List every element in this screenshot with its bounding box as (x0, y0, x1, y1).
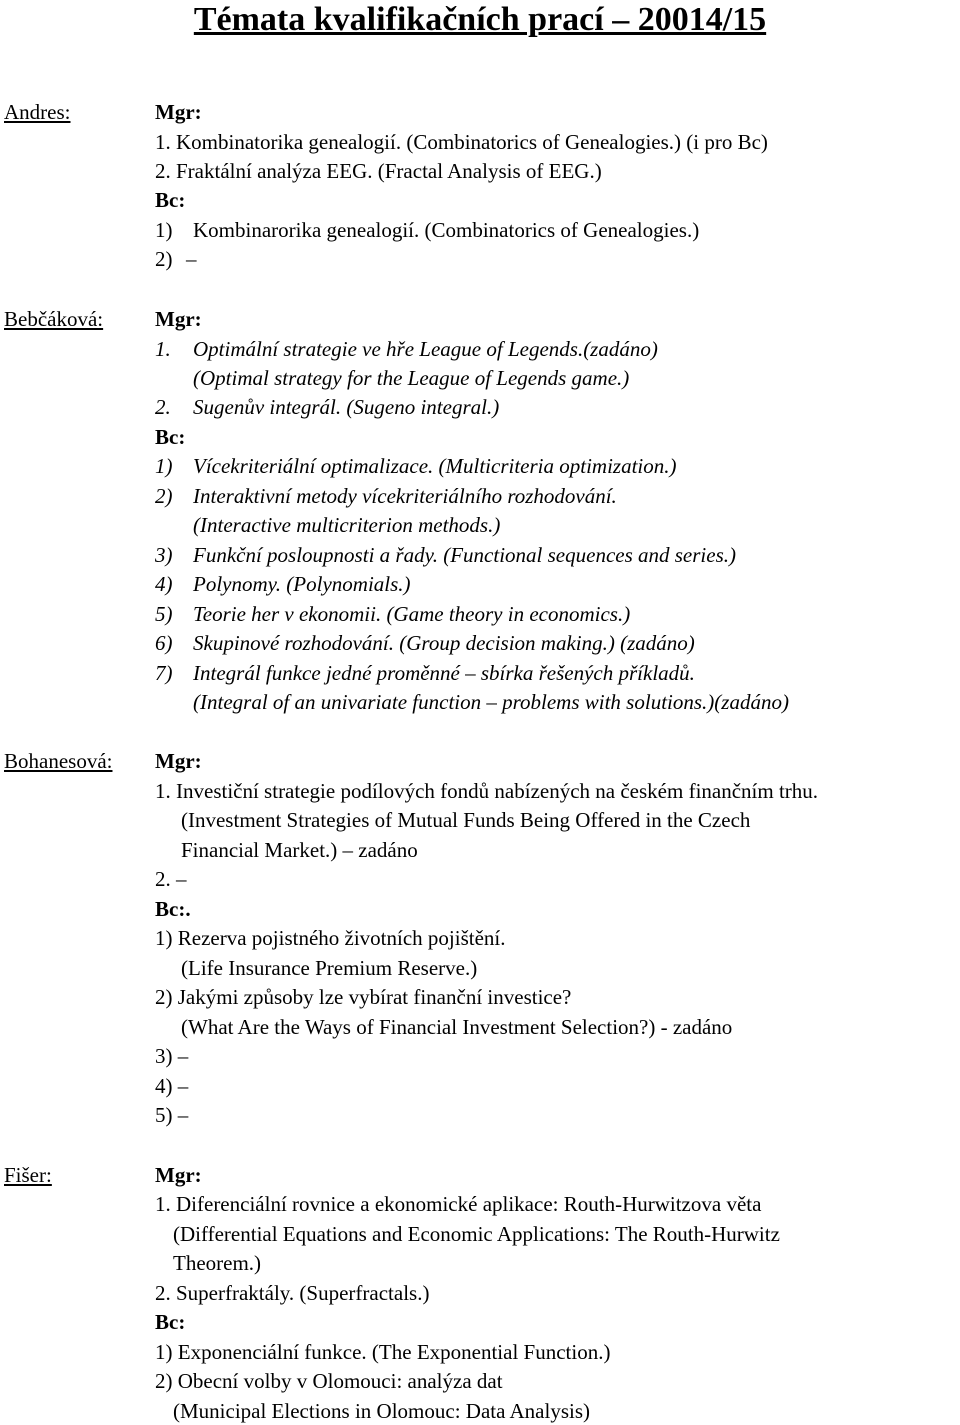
topic-line: Kombinarorika genealogií. (Combinatorics of Genealogies.) (193, 218, 700, 242)
level-heading-bc: Bc: (155, 425, 186, 449)
topic-line: 1) Exponenciální funkce. (The Exponential Function.) (155, 1340, 611, 1364)
topic-line-english: (What Are the Ways of Financial Investment Selection?) - zadáno (181, 1015, 733, 1039)
supervisor-name-bohanesova: Bohanesová: (4, 749, 113, 773)
topic-line: Polynomy. (Polynomials.) (193, 572, 411, 596)
topic-line: Skupinové rozhodování. (Group decision making.) (zadáno) (193, 631, 695, 655)
topic-number: 5) (155, 602, 173, 626)
level-heading-mgr: Mgr: (155, 307, 202, 331)
supervisor-name-fiser: Fišer: (4, 1163, 52, 1187)
topic-line: 2. Superfraktály. (Superfractals.) (155, 1281, 430, 1305)
topic-number: 4) (155, 572, 173, 596)
topic-number: 1) (155, 218, 173, 242)
topic-number: 6) (155, 631, 173, 655)
topic-line: 1. Kombinatorika genealogií. (Combinatorics of Genealogies.) (i pro Bc) (155, 130, 768, 154)
topic-line-english: Financial Market.) – zadáno (181, 838, 418, 862)
topic-line: Teorie her v ekonomii. (Game theory in economics.) (193, 602, 631, 626)
topic-line: 2) Obecní volby v Olomouci: analýza dat (155, 1369, 503, 1393)
topic-line-english: (Investment Strategies of Mutual Funds Being Offered in the Czech (181, 808, 751, 832)
topic-number: 3) (155, 543, 173, 567)
topic-line: 3) – (155, 1044, 189, 1068)
topic-line: 1) Rezerva pojistného životních pojištění. (155, 926, 506, 950)
topic-line: 2) Jakými způsoby lze vybírat finanční investice? (155, 985, 572, 1009)
topic-line: 1. Investiční strategie podílových fondů nabízených na českém finančním trhu. (155, 779, 819, 803)
topic-line-english: (Integral of an univariate function – problems with solutions.)(zadáno) (193, 690, 789, 714)
page-title: Témata kvalifikačních prací – 20014/15 (193, 1, 767, 38)
level-heading-bc: Bc: (155, 188, 186, 212)
topic-line: 4) – (155, 1074, 189, 1098)
topic-number: 1. (155, 337, 171, 361)
topic-line: Funkční posloupnosti a řady. (Functional sequences and series.) (193, 543, 736, 567)
level-heading-mgr: Mgr: (155, 749, 202, 773)
supervisor-name-bebcakova: Bebčáková: (4, 307, 104, 331)
topic-line-english: Theorem.) (173, 1251, 262, 1275)
topic-line-english: (Municipal Elections in Olomouc: Data Analysis) (173, 1399, 591, 1423)
topic-number: 7) (155, 661, 173, 685)
topic-line: 5) – (155, 1103, 189, 1127)
topic-line-english: (Optimal strategy for the League of Legends game.) (193, 366, 630, 390)
topic-line: Sugenův integrál. (Sugeno integral.) (193, 395, 500, 419)
supervisor-name-andres: Andres: (4, 100, 71, 124)
topic-line: Interaktivní metody vícekriteriálního rozhodování. (193, 484, 617, 508)
level-heading-bc: Bc: (155, 1310, 186, 1334)
topic-line: Integrál funkce jedné proměnné – sbírka řešených příkladů. (193, 661, 695, 685)
topic-line-english: (Life Insurance Premium Reserve.) (181, 956, 478, 980)
topic-line-english: (Differential Equations and Economic Applications: The Routh-Hurwitz (173, 1222, 780, 1246)
topic-number: 2) (155, 484, 173, 508)
topic-dash: – (186, 247, 197, 271)
topic-line: Optimální strategie ve hře League of Legends.(zadáno) (193, 337, 658, 361)
topic-line: 2. Fraktální analýza EEG. (Fractal Analysis of EEG.) (155, 159, 602, 183)
topic-line: 1. Diferenciální rovnice a ekonomické aplikace: Routh-Hurwitzova věta (155, 1192, 762, 1216)
level-heading-mgr: Mgr: (155, 1163, 202, 1187)
topic-number: 2) (155, 247, 173, 271)
topic-line: 2. – (155, 867, 187, 891)
level-heading-mgr: Mgr: (155, 100, 202, 124)
topic-number: 2. (155, 395, 171, 419)
topic-line: Vícekriteriální optimalizace. (Multicriteria optimization.) (193, 454, 677, 478)
topic-number: 1) (155, 454, 173, 478)
topic-line-english: (Interactive multicriterion methods.) (193, 513, 501, 537)
level-heading-bc: Bc:. (155, 897, 191, 921)
